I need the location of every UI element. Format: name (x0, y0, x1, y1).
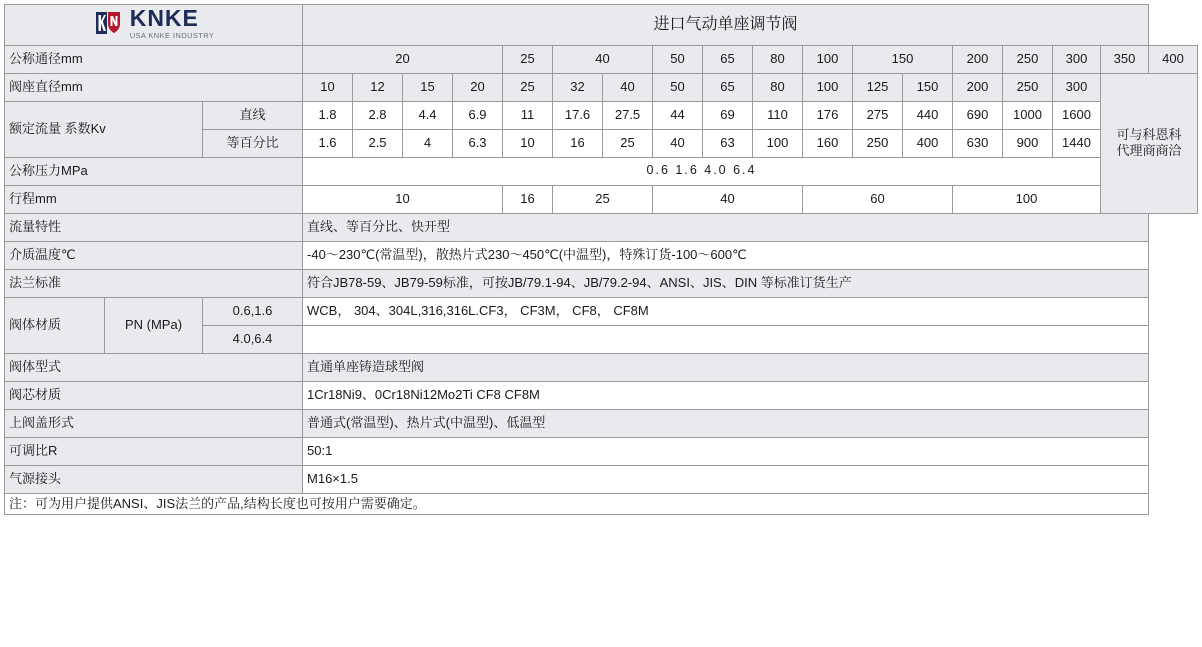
brand-tagline: USA KNKE INDUSTRY (129, 31, 215, 40)
kv-lin-7: 44 (653, 101, 703, 129)
kv-eq-1: 2.5 (353, 129, 403, 157)
kv-eq-13: 630 (953, 129, 1003, 157)
plug-material-label: 阀芯材质 (5, 381, 303, 409)
kv-eq-6: 25 (603, 129, 653, 157)
air-connection-label: 气源接头 (5, 465, 303, 493)
nd-150: 150 (853, 45, 953, 73)
kv-eq-9: 100 (753, 129, 803, 157)
kv-lin-8: 69 (703, 101, 753, 129)
agent-note (1101, 73, 1198, 213)
body-type-label: 阀体型式 (5, 353, 303, 381)
kv-equal-label: 等百分比 (203, 129, 303, 157)
medium-temperature-label: 介质温度℃ (5, 241, 303, 269)
flange-standard-value: 符合JB78-59、JB79-59标准，可按JB/79.1-94、JB/79.2-94、ANSI、JIS、DIN 等标准订货生产 (303, 269, 1149, 297)
air-connection-value: M16×1.5 (303, 465, 1149, 493)
pn-mpa-label: PN (MPa) (105, 297, 203, 353)
body-material-low-row (5, 297, 1198, 325)
nd-80: 80 (753, 45, 803, 73)
page-title: 进口气动单座调节阀 (303, 5, 1149, 46)
nd-400: 400 (1149, 45, 1198, 73)
travel-5: 100 (953, 185, 1101, 213)
seat-d-8: 65 (703, 73, 753, 101)
kv-eq-2: 4 (403, 129, 453, 157)
flow-characteristic-row (5, 213, 1198, 241)
seat-d-7: 50 (653, 73, 703, 101)
rangeability-value: 50:1 (303, 437, 1149, 465)
seat-d-0: 10 (303, 73, 353, 101)
nd-65: 65 (703, 45, 753, 73)
kv-eq-12: 400 (903, 129, 953, 157)
seat-d-12: 150 (903, 73, 953, 101)
seat-d-9: 80 (753, 73, 803, 101)
travel-label: 行程mm (5, 185, 303, 213)
seat-d-5: 32 (553, 73, 603, 101)
footer-note-row (5, 493, 1198, 514)
nominal-diameter-row (5, 45, 1198, 73)
bonnet-type-label: 上阀盖形式 (5, 409, 303, 437)
kv-eq-7: 40 (653, 129, 703, 157)
seat-d-3: 20 (453, 73, 503, 101)
nominal-pressure-row (5, 157, 1198, 185)
plug-material-row (5, 381, 1198, 409)
nd-20: 20 (303, 45, 503, 73)
kv-eq-3: 6.3 (453, 129, 503, 157)
kv-eq-4: 10 (503, 129, 553, 157)
nd-350: 350 (1101, 45, 1149, 73)
agent-note-line2: 代理商商洽 (1116, 143, 1182, 158)
nd-200: 200 (953, 45, 1003, 73)
travel-1: 16 (503, 185, 553, 213)
kv-lin-15: 1600 (1053, 101, 1101, 129)
seat-diameter-row (5, 73, 1198, 101)
kv-label: 额定流量 系数Kv (5, 101, 203, 157)
brand-logo-cell (5, 5, 303, 46)
nominal-diameter-label: 公称通径mm (5, 45, 303, 73)
body-material-low-value: WCB， 304、304L,316,316L.CF3， CF3M， CF8， CF8M (303, 297, 1149, 325)
kv-eq-14: 900 (1003, 129, 1053, 157)
specification-table (4, 4, 1198, 515)
travel-0: 10 (303, 185, 503, 213)
kv-lin-2: 4.4 (403, 101, 453, 129)
nd-250: 250 (1003, 45, 1053, 73)
knke-shield-icon (93, 8, 123, 38)
kv-lin-4: 11 (503, 101, 553, 129)
body-material-label: 阀体材质 (5, 297, 105, 353)
brand-name: KNKE (129, 5, 199, 31)
kv-linear-row (5, 101, 1198, 129)
footer-note: 注：可为用户提供ANSI、JIS法兰的产品,结构长度也可按用户需要确定。 (5, 493, 1149, 514)
flange-standard-row (5, 269, 1198, 297)
flow-characteristic-label: 流量特性 (5, 213, 303, 241)
kv-lin-5: 17.6 (553, 101, 603, 129)
kv-lin-13: 690 (953, 101, 1003, 129)
pn-low-label: 0.6,1.6 (203, 297, 303, 325)
travel-3: 40 (653, 185, 803, 213)
nd-100: 100 (803, 45, 853, 73)
kv-eq-5: 16 (553, 129, 603, 157)
kv-lin-0: 1.8 (303, 101, 353, 129)
nd-300: 300 (1053, 45, 1101, 73)
kv-lin-14: 1000 (1003, 101, 1053, 129)
seat-d-11: 125 (853, 73, 903, 101)
kv-linear-label: 直线 (203, 101, 303, 129)
nominal-pressure-label: 公称压力MPa (5, 157, 303, 185)
seat-d-6: 40 (603, 73, 653, 101)
air-connection-row (5, 465, 1198, 493)
nominal-pressure-values: 0.6 1.6 4.0 6.4 (303, 157, 1101, 185)
seat-d-14: 250 (1003, 73, 1053, 101)
nd-40: 40 (553, 45, 653, 73)
flange-standard-label: 法兰标准 (5, 269, 303, 297)
seat-d-15: 300 (1053, 73, 1101, 101)
rangeability-label: 可调比R (5, 437, 303, 465)
kv-lin-12: 440 (903, 101, 953, 129)
kv-eq-0: 1.6 (303, 129, 353, 157)
pn-high-label: 4.0,6.4 (203, 325, 303, 353)
kv-lin-1: 2.8 (353, 101, 403, 129)
travel-2: 25 (553, 185, 653, 213)
seat-d-1: 12 (353, 73, 403, 101)
nd-50: 50 (653, 45, 703, 73)
seat-d-10: 100 (803, 73, 853, 101)
kv-lin-10: 176 (803, 101, 853, 129)
nd-25: 25 (503, 45, 553, 73)
medium-temperature-value: -40～230℃(常温型)，散热片式230～450℃(中温型)，特殊订货-100～600℃ (303, 241, 1149, 269)
plug-material-value: 1Cr18Ni9、0Cr18Ni12Mo2Ti CF8 CF8M (303, 381, 1149, 409)
travel-4: 60 (803, 185, 953, 213)
body-type-row (5, 353, 1198, 381)
flow-characteristic-value: 直线、等百分比、快开型 (303, 213, 1149, 241)
body-material-high-value (303, 325, 1149, 353)
kv-lin-3: 6.9 (453, 101, 503, 129)
bonnet-type-value: 普通式(常温型)、热片式(中温型)、低温型 (303, 409, 1149, 437)
bonnet-type-row (5, 409, 1198, 437)
seat-d-4: 25 (503, 73, 553, 101)
kv-eq-8: 63 (703, 129, 753, 157)
body-type-value: 直通单座铸造球型阀 (303, 353, 1149, 381)
kv-lin-6: 27.5 (603, 101, 653, 129)
medium-temperature-row (5, 241, 1198, 269)
header-row (5, 5, 1198, 46)
seat-d-13: 200 (953, 73, 1003, 101)
travel-row (5, 185, 1198, 213)
kv-eq-15: 1440 (1053, 129, 1101, 157)
kv-eq-10: 160 (803, 129, 853, 157)
rangeability-row (5, 437, 1198, 465)
kv-lin-11: 275 (853, 101, 903, 129)
kv-lin-9: 110 (753, 101, 803, 129)
kv-eq-11: 250 (853, 129, 903, 157)
seat-diameter-label: 阀座直径mm (5, 73, 303, 101)
agent-note-line1: 可与科恩科 (1116, 126, 1182, 142)
seat-d-2: 15 (403, 73, 453, 101)
